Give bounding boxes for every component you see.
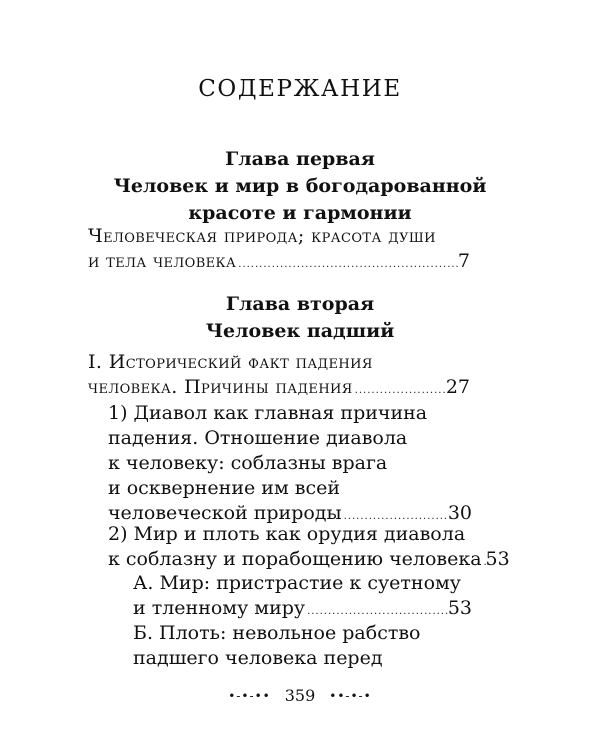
dot-leader	[236, 252, 458, 277]
page-number: 27	[445, 376, 470, 398]
toc-entry-line: к человеку: соблазны врага	[108, 452, 388, 474]
page-number: 7	[457, 250, 470, 272]
ornament-right-icon: ••-•-•	[329, 688, 372, 703]
page-number: 30	[447, 502, 472, 524]
chapter-two-label: Глава вторая	[225, 293, 375, 315]
page-title: СОДЕРЖАНИЕ	[198, 76, 402, 102]
toc-entry-human-nature[interactable]	[88, 224, 470, 277]
toc-entry-line: 1) Диавол как главная причина	[108, 402, 428, 424]
toc-entry-devil[interactable]	[108, 401, 472, 529]
toc-entry-line: А. Мир: пристрастие к суетному	[133, 572, 461, 594]
chapter-one-heading	[80, 146, 520, 227]
toc-entry-line: I. Исторический факт падения	[88, 351, 373, 373]
toc-entry-line: и тела человека	[88, 250, 237, 272]
page-footer	[0, 686, 600, 705]
page-number: 53	[485, 548, 510, 570]
toc-entry-world[interactable]	[133, 571, 472, 624]
toc-entry-line: человека. Причины падения	[88, 376, 353, 398]
toc-entry-line: к соблазну и порабощению человека	[108, 548, 482, 570]
toc-entry-historical-fact[interactable]	[88, 350, 470, 403]
page-number: 53	[447, 597, 472, 619]
toc-entry-flesh[interactable]	[133, 621, 472, 671]
toc-entry-line: падшего человека перед	[133, 647, 383, 669]
toc-entry-world-flesh[interactable]	[108, 522, 510, 575]
toc-entry-line: и осквернение им всей	[108, 477, 341, 499]
toc-entry-line: Человеческая природа; красота души	[88, 225, 436, 247]
toc-entry-line: падения. Отношение диавола	[108, 427, 408, 449]
chapter-one-label: Глава первая	[225, 148, 375, 170]
folio-page-number: 359	[284, 686, 316, 705]
toc-entry-line: и тленному миру	[133, 597, 306, 619]
chapter-one-title-line-2: красоте и гармонии	[188, 202, 412, 224]
chapter-two-heading	[80, 291, 520, 345]
toc-entry-line: Б. Плоть: невольное рабство	[133, 622, 421, 644]
chapter-two-title: Человек падший	[205, 320, 395, 342]
toc-entry-line: человеческой природы	[108, 502, 342, 524]
toc-entry-line: 2) Мир и плоть как орудия диавола	[108, 523, 466, 545]
chapter-one-title-line-1: Человек и мир в богодарованной	[113, 175, 487, 197]
dot-leader	[353, 378, 446, 403]
ornament-left-icon: •-•-••	[228, 688, 271, 703]
